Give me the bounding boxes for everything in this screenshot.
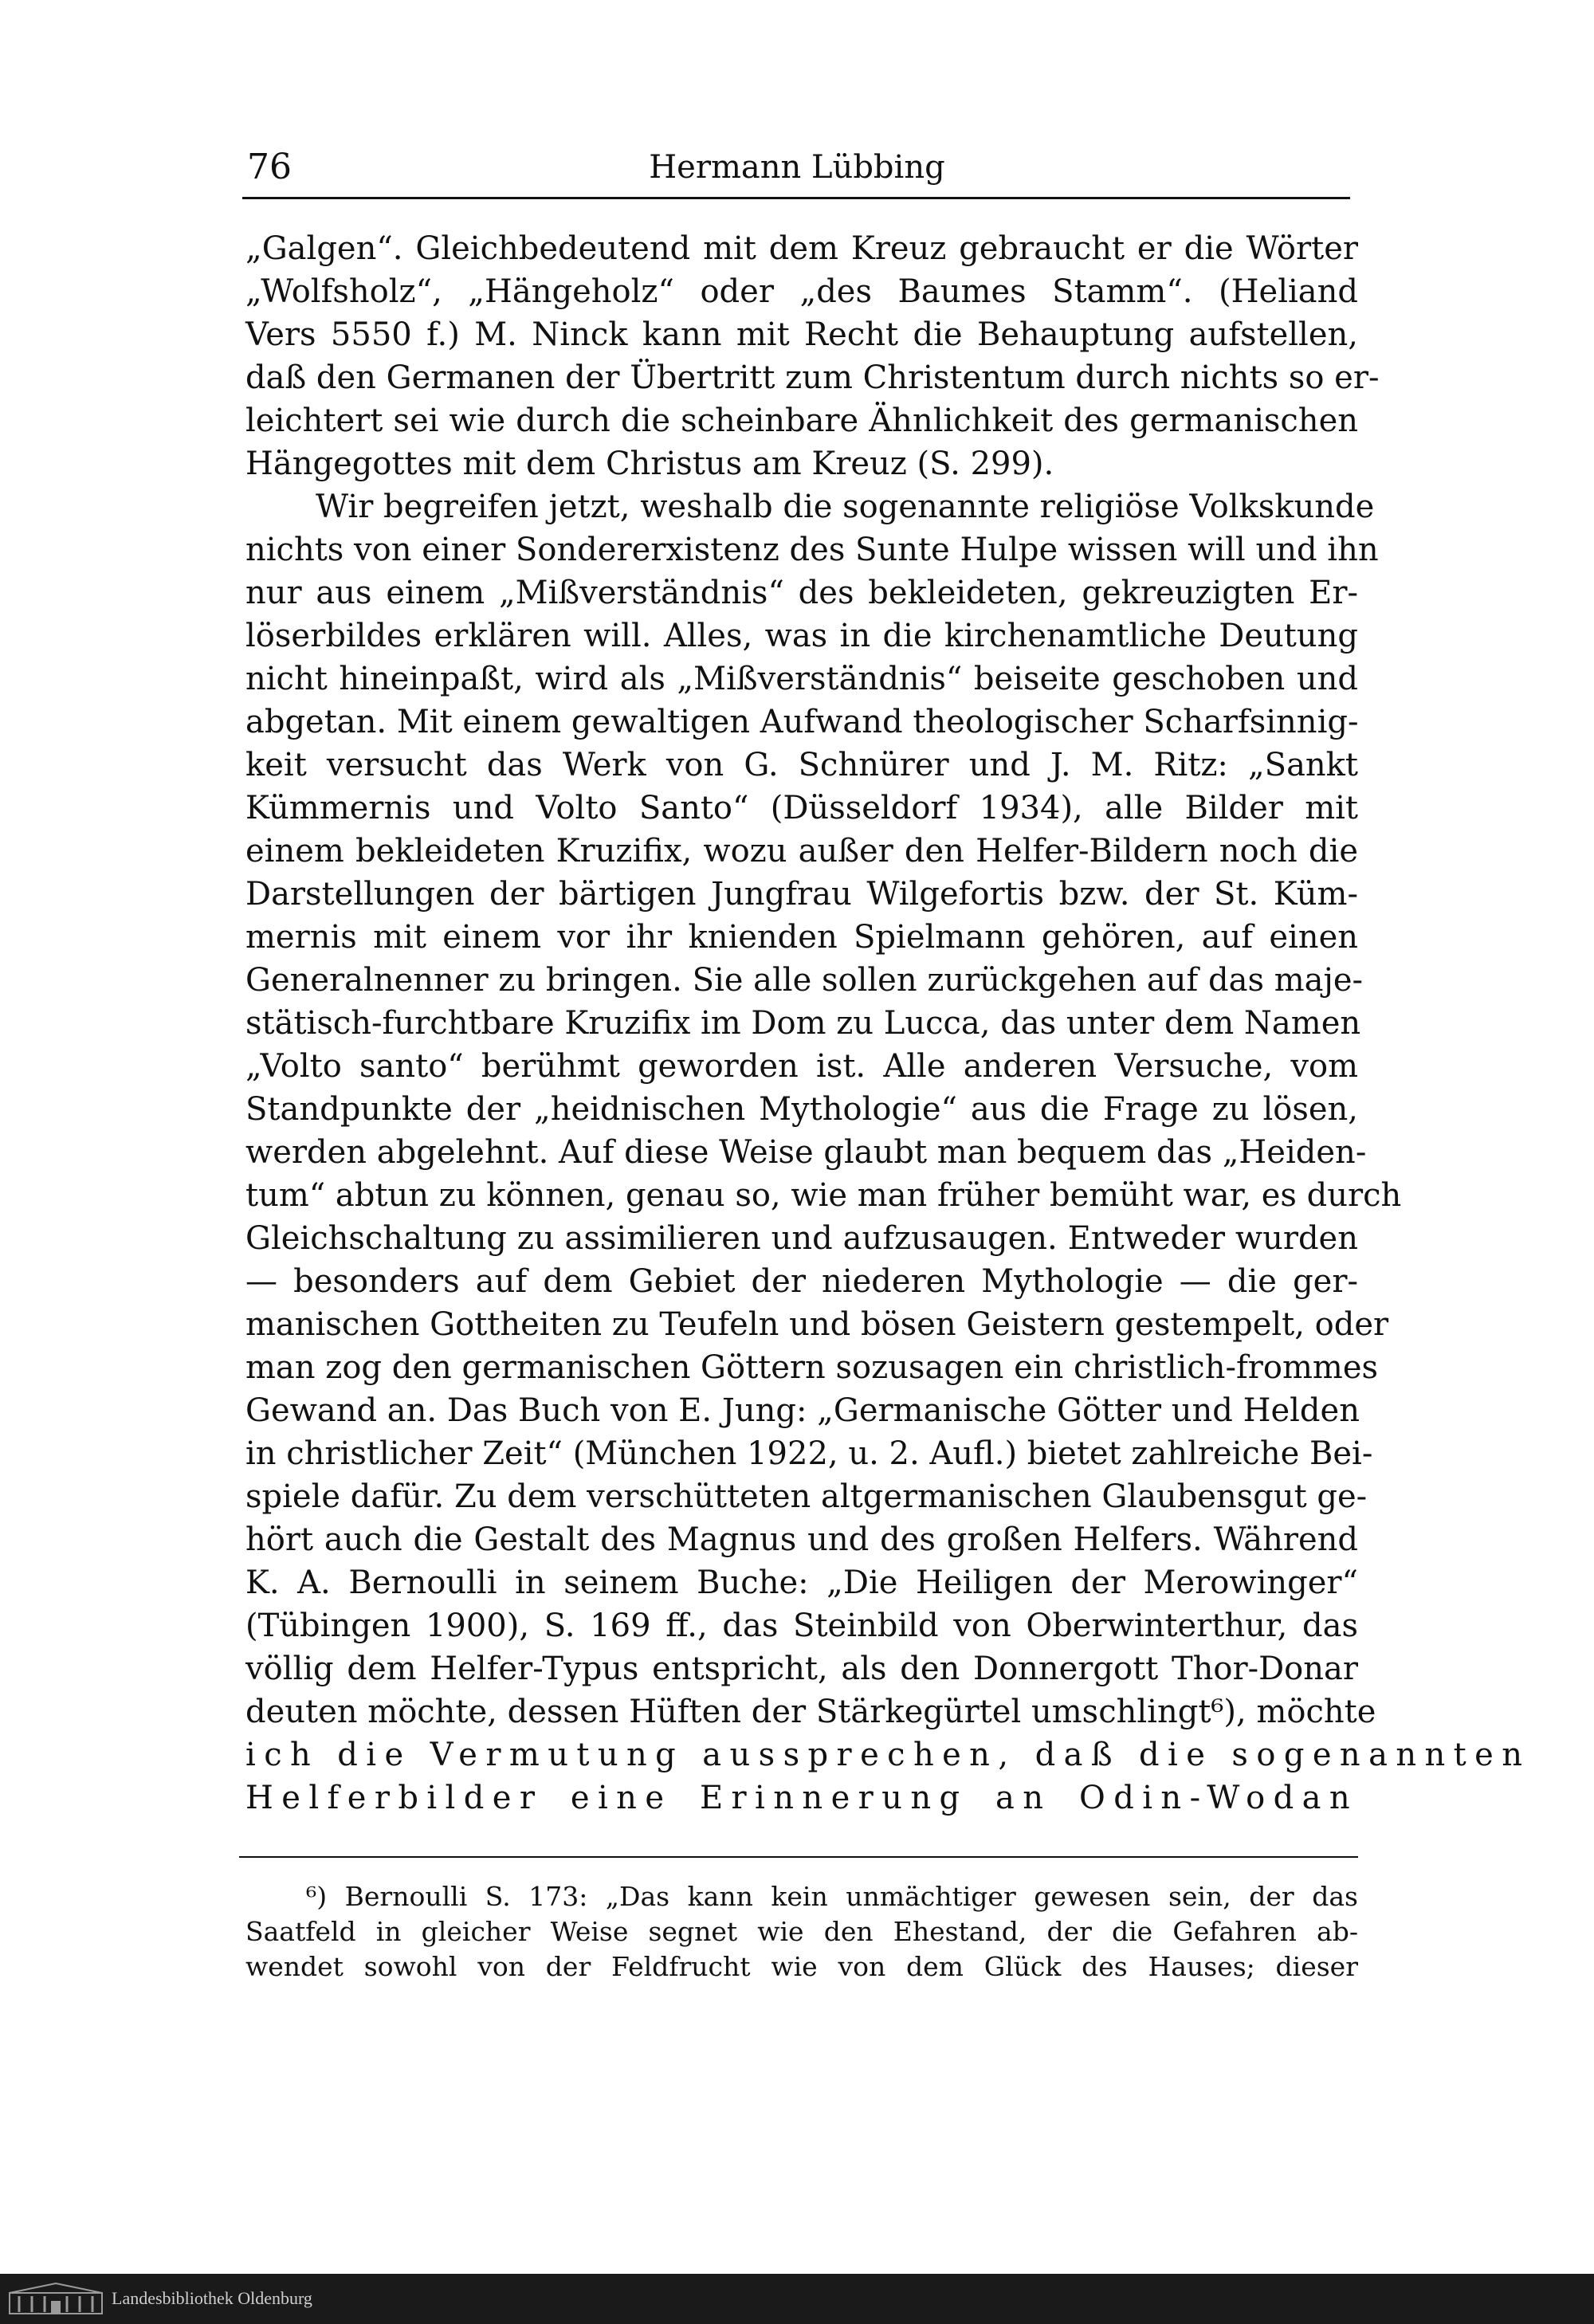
running-head: Hermann Lübbing [649, 149, 945, 186]
text-line: in christlicher Zeit“ (München 1922, u. 2. Aufl.) bietet zahlreiche Bei- [245, 1435, 1373, 1472]
text-line: völlig dem Helfer-Typus entspricht, als den Donnergott Thor-Donar [245, 1651, 1358, 1687]
text-line: nur aus einem „Mißverständnis“ des bekleideten, gekreuzigten Er- [245, 575, 1358, 611]
text-line: Gewand an. Das Buch von E. Jung: „Germanische Götter und Helden [245, 1392, 1360, 1429]
footnote-line: Saatfeld in gleicher Weise segnet wie den Ehestand, der die Gefahren ab- [245, 1916, 1358, 1947]
text-line: einem bekleideten Kruzifix, wozu außer den Helfer-Bildern noch die [245, 833, 1358, 870]
text-line: abgetan. Mit einem gewaltigen Aufwand theologischer Scharfsinnig- [245, 704, 1359, 740]
text-line: Standpunkte der „heidnischen Mythologie“ aus die Frage zu lösen, [245, 1091, 1358, 1128]
text-line: Hängegottes mit dem Christus am Kreuz (S. 299). [245, 446, 1054, 482]
library-name: Landesbibliothek Oldenburg [112, 2288, 312, 2308]
text-line: „Galgen“. Gleichbedeutend mit dem Kreuz gebraucht er die Wörter [245, 230, 1358, 267]
footnote-rule [239, 1856, 1358, 1858]
text-line: löserbildes erklären will. Alles, was in die kirchenamtliche Deutung [245, 618, 1358, 654]
library-building-icon [8, 2282, 104, 2315]
text-line: „Volto santo“ berühmt geworden ist. Alle anderen Versuche, vom [245, 1048, 1358, 1085]
text-line: K. A. Bernoulli in seinem Buche: „Die Heiligen der Merowinger“ [245, 1564, 1358, 1601]
text-line: (Tübingen 1900), S. 169 ff., das Steinbild von Oberwinterthur, das [245, 1608, 1358, 1644]
text-line: Darstellungen der bärtigen Jungfrau Wilgefortis bzw. der St. Küm- [245, 876, 1358, 913]
text-line: werden abgelehnt. Auf diese Weise glaubt man bequem das „Heiden- [245, 1134, 1367, 1171]
text-line: nichts von einer Sondererxistenz des Sunte Hulpe wissen will und ihn [245, 532, 1379, 568]
text-line: Gleichschaltung zu assimilieren und aufzusaugen. Entweder wurden [245, 1220, 1358, 1257]
text-line: deuten möchte, dessen Hüften der Stärkegürtel umschlingt⁶), möchte [245, 1694, 1376, 1730]
footnote-line: wendet sowohl von der Feldfrucht wie von dem Glück des Hauses; dieser [245, 1951, 1358, 1982]
text-line: Vers 5550 f.) M. Ninck kann mit Recht die Behauptung aufstellen, [245, 316, 1358, 353]
text-line: daß den Germanen der Übertritt zum Christentum durch nichts so er- [245, 359, 1380, 396]
footnote-line: ⁶) Bernoulli S. 173: „Das kann kein unmächtiger gewesen sein, der das [306, 1881, 1358, 1912]
text-line: nicht hineinpaßt, wird als „Mißverständnis“ beiseite geschoben und [245, 661, 1358, 697]
spaced-emphasis-line: ich die Vermutung aussprechen, daß die sogenannten [245, 1737, 1531, 1773]
body-text [245, 227, 1531, 1820]
text-line: Kümmernis und Volto Santo“ (Düsseldorf 1934), alle Bilder mit [245, 790, 1358, 826]
text-line: manischen Gottheiten zu Teufeln und bösen Geistern gestempelt, oder [245, 1306, 1389, 1343]
text-line: man zog den germanischen Göttern sozusagen ein christlich-frommes [245, 1349, 1379, 1386]
text-line: hört auch die Gestalt des Magnus und des großen Helfers. Während [245, 1521, 1358, 1558]
spaced-emphasis-line: Helferbilder eine Erinnerung an Odin-Wodan [245, 1780, 1358, 1816]
page-number: 76 [247, 147, 292, 187]
text-line: — besonders auf dem Gebiet der niederen Mythologie — die ger- [245, 1263, 1358, 1300]
text-line: „Wolfsholz“, „Hängeholz“ oder „des Baumes Stamm“. (Heliand [245, 273, 1358, 310]
text-line: mernis mit einem vor ihr knienden Spielmann gehören, auf einen [245, 919, 1358, 956]
text-line: stätisch-furchtbare Kruzifix im Dom zu Lucca, das unter dem Namen [245, 1005, 1361, 1042]
text-line: Wir begreifen jetzt, weshalb die sogenannte religiöse Volkskunde [316, 489, 1375, 525]
library-footer-bar [0, 2274, 1594, 2324]
footnote [245, 1879, 1358, 1984]
text-line: tum“ abtun zu können, genau so, wie man früher bemüht war, es durch [245, 1177, 1402, 1214]
text-line: keit versucht das Werk von G. Schnürer und J. M. Ritz: „Sankt [245, 747, 1358, 783]
header-rule [242, 197, 1350, 199]
text-line: leichtert sei wie durch die scheinbare Ähnlichkeit des germanischen [245, 402, 1358, 439]
text-line: spiele dafür. Zu dem verschütteten altgermanischen Glaubensgut ge- [245, 1478, 1368, 1515]
text-line: Generalnenner zu bringen. Sie alle sollen zurückgehen auf das maje- [245, 962, 1364, 999]
